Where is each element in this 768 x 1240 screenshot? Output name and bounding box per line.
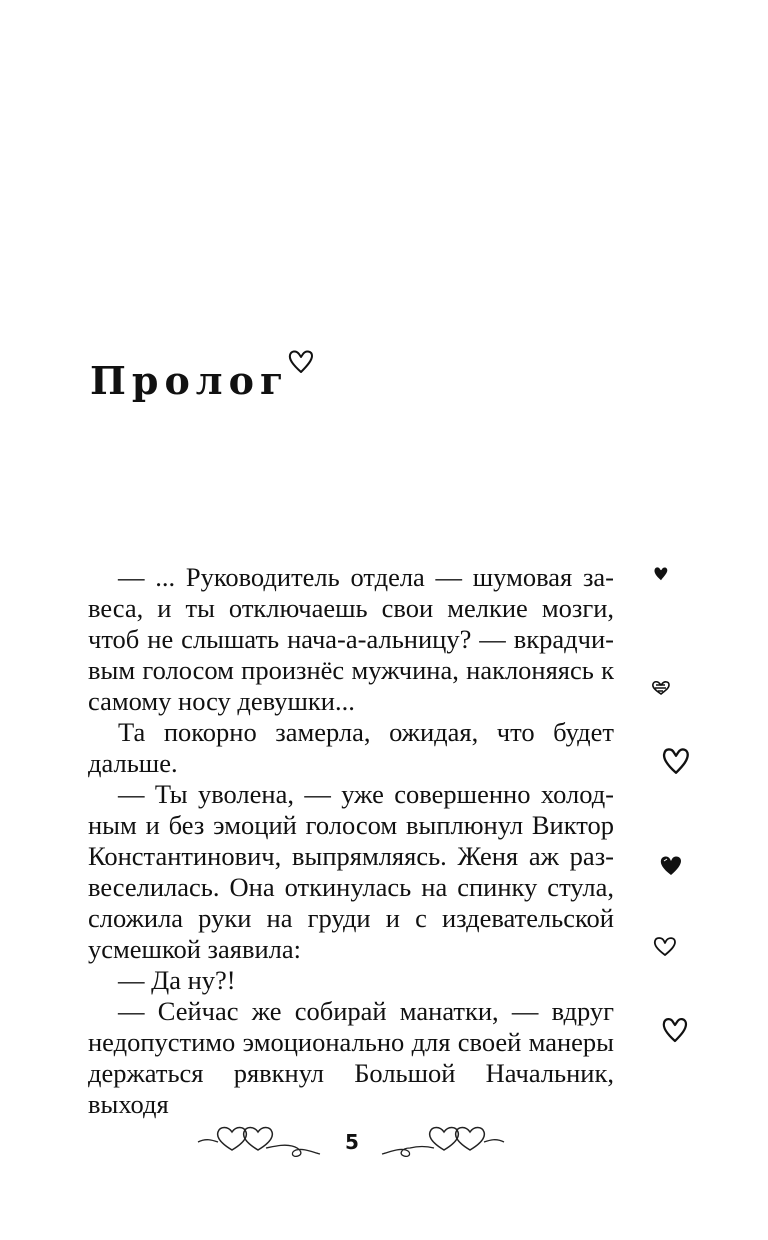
heart-filled-icon	[652, 564, 670, 582]
heart-filled-icon	[658, 852, 684, 878]
heart-scribble-icon	[650, 678, 672, 696]
paragraph: — ... Руководитель отдела — шумовая завеса, и ты отключаешь свои мелкие мозги, чтоб не слышать нача-а-альницу? — вкрадчивым голосом произнёс мужчина, наклоняясь к самому носу девушки...	[88, 562, 614, 716]
heart-outline-icon	[660, 744, 692, 776]
paragraph: — Да ну?!	[118, 965, 236, 995]
heart-outline-icon	[286, 346, 316, 376]
paragraph: — Ты уволена, — уже совершенно холодным и без эмоций голосом выплюнул Виктор Константинович, выпрямляясь. Женя аж развеселилась. Она откинулась на спинку стула, сложила руки на груди и с издевательской усмешкой заявила:	[88, 779, 614, 964]
heart-outline-icon	[660, 1014, 690, 1044]
paragraph: — Сейчас же собирай манатки, — вдруг недопустимо эмоционально для своей манеры держаться рявкнул Большой Начальник, выходя	[88, 996, 614, 1119]
page-footer	[0, 1118, 768, 1168]
hearts-flourish-left-icon	[196, 1118, 322, 1162]
page-number: 5	[345, 1130, 359, 1154]
body-text	[88, 562, 614, 1120]
heart-outline-icon	[652, 934, 678, 958]
hearts-flourish-right-icon	[380, 1118, 506, 1162]
paragraph: Та покорно замерла, ожидая, что будет дальше.	[88, 717, 614, 778]
chapter-title: Пролог	[90, 358, 290, 403]
